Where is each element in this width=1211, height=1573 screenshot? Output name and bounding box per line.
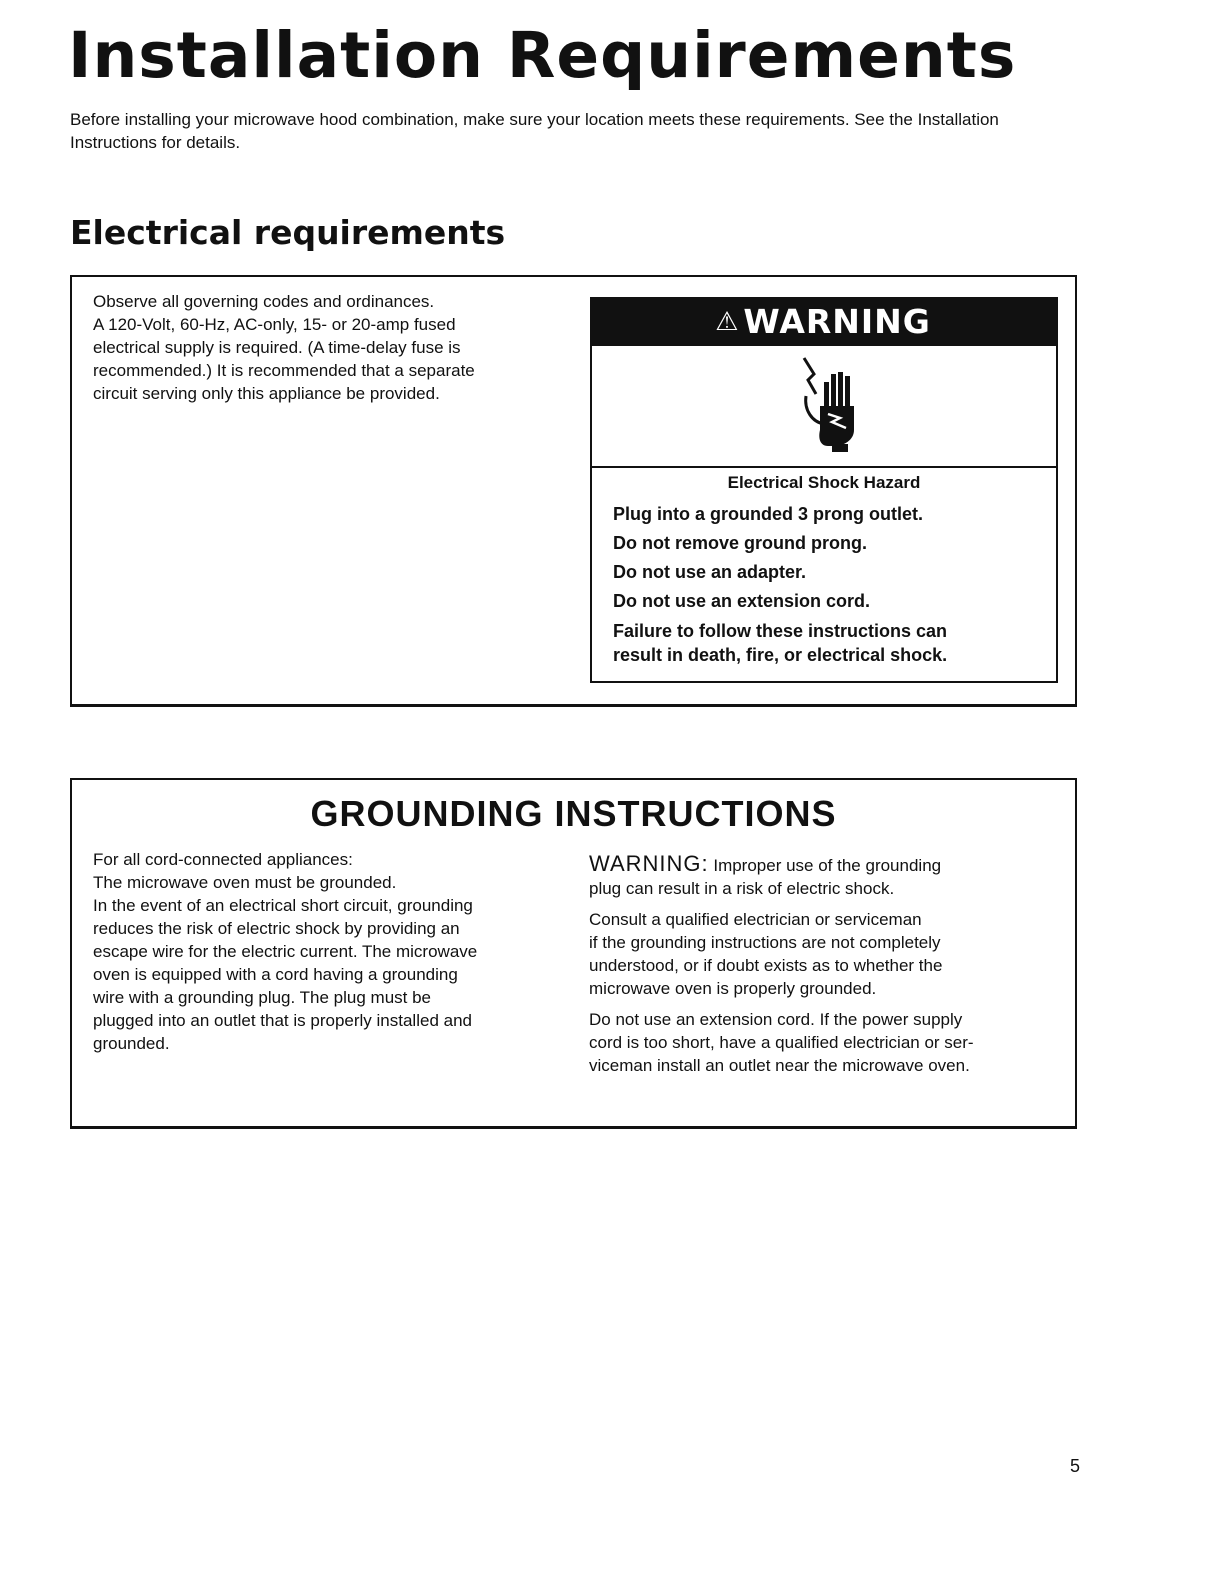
grounding-line: wire with a grounding plug. The plug must be [93, 988, 431, 1007]
warning-banner [590, 297, 1056, 346]
page-title: Installation Requirements [68, 19, 1017, 92]
electrical-line: recommended.) It is recommended that a separate [93, 361, 475, 380]
grounding-line: reduces the risk of electric shock by providing an [93, 919, 460, 938]
electrical-line: circuit serving only this appliance be provided. [93, 384, 440, 403]
grounding-extension-line: cord is too short, have a qualified electrician or ser- [589, 1033, 974, 1052]
grounding-consult-line: microwave oven is properly grounded. [589, 979, 877, 998]
grounding-left-text [93, 848, 563, 1055]
grounding-consult-paragraph [589, 908, 1059, 1000]
grounding-consult-line: if the grounding instructions are not completely [589, 933, 941, 952]
grounding-warning-line: Improper use of the grounding [708, 856, 942, 875]
hazard-instruction: Do not use an adapter. [613, 562, 807, 582]
grounding-line: plugged into an outlet that is properly installed and [93, 1011, 472, 1030]
hazard-instruction: Do not remove ground prong. [613, 533, 867, 553]
intro-text: Before installing your microwave hood combination, make sure your location meets these requirements. See the Installation Instructions for details. [70, 110, 999, 152]
warning-banner-label: WARNING [743, 302, 931, 341]
electrical-line: electrical supply is required. (A time-delay fuse is [93, 338, 461, 357]
grounding-instructions-heading: GROUNDING INSTRUCTIONS [310, 793, 837, 834]
grounding-warning-paragraph [589, 852, 1059, 900]
hazard-title: Electrical Shock Hazard [727, 473, 921, 492]
electrical-requirements-text [93, 290, 563, 405]
grounding-right-text [589, 852, 1059, 1085]
grounding-line: grounded. [93, 1034, 170, 1053]
warning-triangle-icon: ⚠ [715, 306, 740, 337]
page-number: 5 [1070, 1456, 1081, 1476]
grounding-consult-line: understood, or if doubt exists as to whether the [589, 956, 943, 975]
hazard-consequence-line: Failure to follow these instructions can [613, 621, 948, 641]
hazard-consequence-line: result in death, fire, or electrical shock. [613, 645, 948, 665]
electrical-line: Observe all governing codes and ordinances. [93, 292, 435, 311]
hazard-instruction: Do not use an extension cord. [613, 591, 871, 611]
grounding-extension-line: viceman install an outlet near the microwave oven. [589, 1056, 970, 1075]
electrical-line: A 120-Volt, 60-Hz, AC-only, 15- or 20-amp fused [93, 315, 456, 334]
grounding-line: In the event of an electrical short circuit, grounding [93, 896, 473, 915]
grounding-warning-label: WARNING: [589, 851, 709, 876]
grounding-extension-paragraph [589, 1008, 1059, 1077]
hazard-instruction: Plug into a grounded 3 prong outlet. [613, 504, 923, 524]
grounding-consult-line: Consult a qualified electrician or serviceman [589, 910, 922, 929]
hazard-consequence [613, 619, 1043, 667]
grounding-line: The microwave oven must be grounded. [93, 873, 397, 892]
electrical-requirements-heading: Electrical requirements [70, 213, 506, 252]
hazard-instructions [613, 500, 1043, 667]
grounding-extension-line: Do not use an extension cord. If the power supply [589, 1010, 963, 1029]
grounding-line: oven is equipped with a cord having a grounding [93, 965, 458, 984]
grounding-warning-line: plug can result in a risk of electric shock. [589, 879, 895, 898]
grounding-line: For all cord-connected appliances: [93, 850, 353, 869]
warning-divider [592, 466, 1056, 468]
grounding-line: escape wire for the electric current. The microwave [93, 942, 478, 961]
electrical-shock-hand-icon [800, 352, 864, 452]
